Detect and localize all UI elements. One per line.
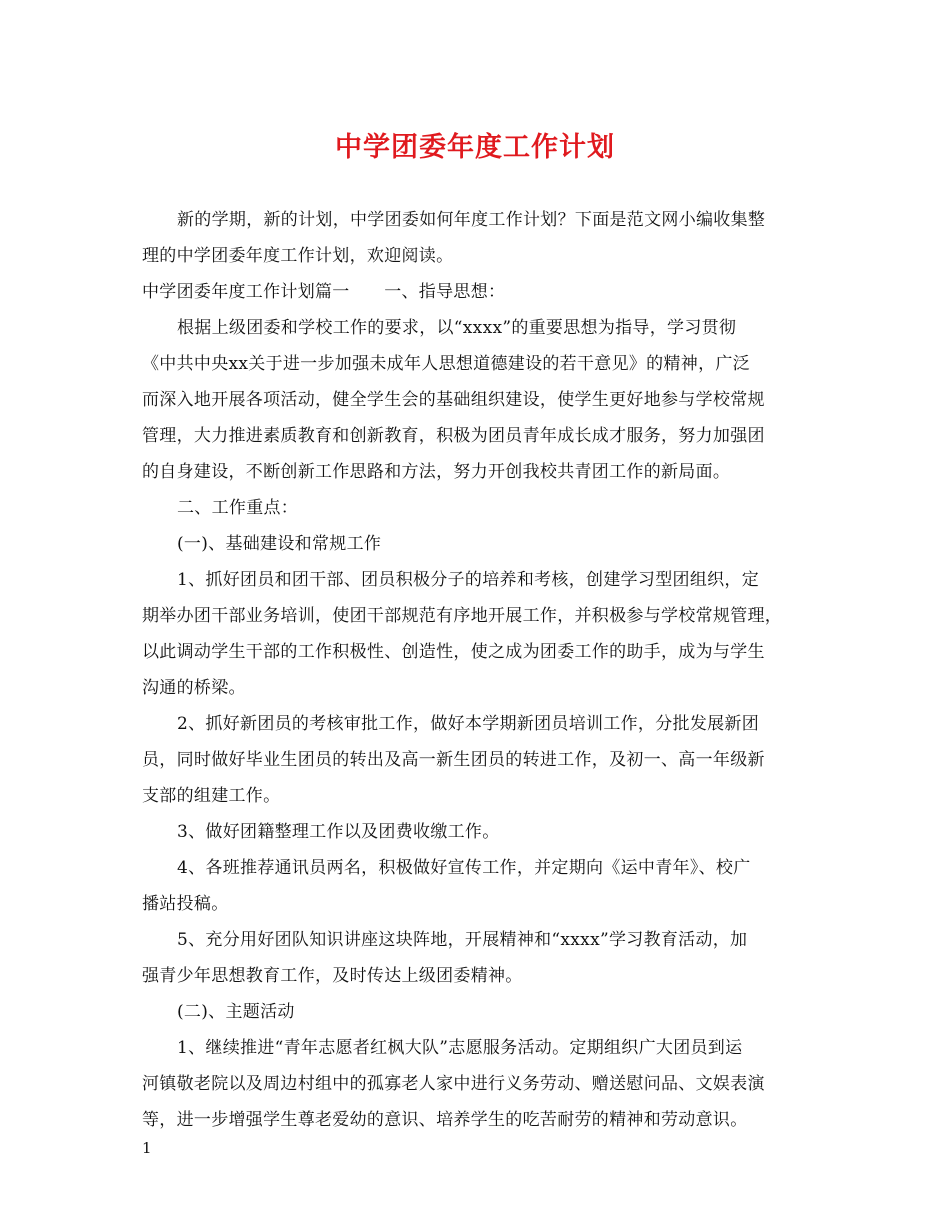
body-line: 员，同时做好毕业生团员的转出及高一新生团员的转进工作，及初一、高一年级新 bbox=[142, 750, 765, 770]
body-line: 3、做好团籍整理工作以及团费收缴工作。 bbox=[177, 822, 500, 842]
subsection-heading-line: (一)、基础建设和常规工作 bbox=[177, 534, 382, 554]
document-title: 中学团委年度工作计划 bbox=[335, 132, 615, 163]
body-line: 的自身建设，不断创新工作思路和方法，努力开创我校共青团工作的新局面。 bbox=[142, 462, 731, 482]
body-line: 河镇敬老院以及周边村组中的孤寡老人家中进行义务劳动、赠送慰问品、文娱表演 bbox=[142, 1074, 765, 1094]
body-line: 《中共中央xx关于进一步加强未成年人思想道德建设的若干意见》的精神，广泛 bbox=[142, 354, 750, 374]
body-line: 4、各班推荐通讯员两名，积极做好宣传工作，并定期向《运中青年》、校广 bbox=[177, 858, 751, 878]
body-line: 1、抓好团员和团干部、团员积极分子的培养和考核，创建学习型团组织，定 bbox=[177, 570, 760, 590]
body-line: 管理，大力推进素质教育和创新教育，积极为团员青年成长成才服务，努力加强团 bbox=[142, 426, 765, 446]
section-heading-line: 二、工作重点： bbox=[177, 498, 299, 518]
body-line: 期举办团干部业务培训，使团干部规范有序地开展工作，并积极参与学校常规管理， bbox=[142, 606, 783, 626]
body-line: 而深入地开展各项活动，健全学生会的基础组织建设，使学生更好地参与学校常规 bbox=[142, 390, 765, 410]
section-heading-line: 中学团委年度工作计划篇一 一、指导思想： bbox=[142, 282, 506, 302]
body-line: 新的学期，新的计划，中学团委如何年度工作计划？下面是范文网小编收集整 bbox=[177, 210, 766, 230]
body-line: 2、抓好新团员的考核审批工作，做好本学期新团员培训工作，分批发展新团 bbox=[177, 714, 760, 734]
body-line: 沟通的桥梁。 bbox=[142, 678, 246, 698]
page-number: 1 bbox=[142, 1139, 152, 1157]
body-line: 支部的组建工作。 bbox=[142, 786, 281, 806]
body-line: 以此调动学生干部的工作积极性、创造性，使之成为团委工作的助手，成为与学生 bbox=[142, 642, 765, 662]
body-line: 5、充分用好团队知识讲座这块阵地，开展精神和“xxxx”学习教育活动，加 bbox=[177, 930, 748, 950]
document-body bbox=[142, 202, 812, 1138]
body-line: 强青少年思想教育工作，及时传达上级团委精神。 bbox=[142, 966, 523, 986]
body-line: 理的中学团委年度工作计划，欢迎阅读。 bbox=[142, 246, 454, 266]
body-line: 播站投稿。 bbox=[142, 894, 229, 914]
body-line: 等，进一步增强学生尊老爱幼的意识、培养学生的吃苦耐劳的精神和劳动意识。 bbox=[142, 1110, 748, 1130]
subsection-heading-line: (二)、主题活动 bbox=[177, 1002, 295, 1022]
body-line: 1、继续推进“青年志愿者红枫大队”志愿服务活动。定期组织广大团员到运 bbox=[177, 1038, 743, 1058]
body-line: 根据上级团委和学校工作的要求，以“xxxx”的重要思想为指导，学习贯彻 bbox=[177, 318, 737, 338]
